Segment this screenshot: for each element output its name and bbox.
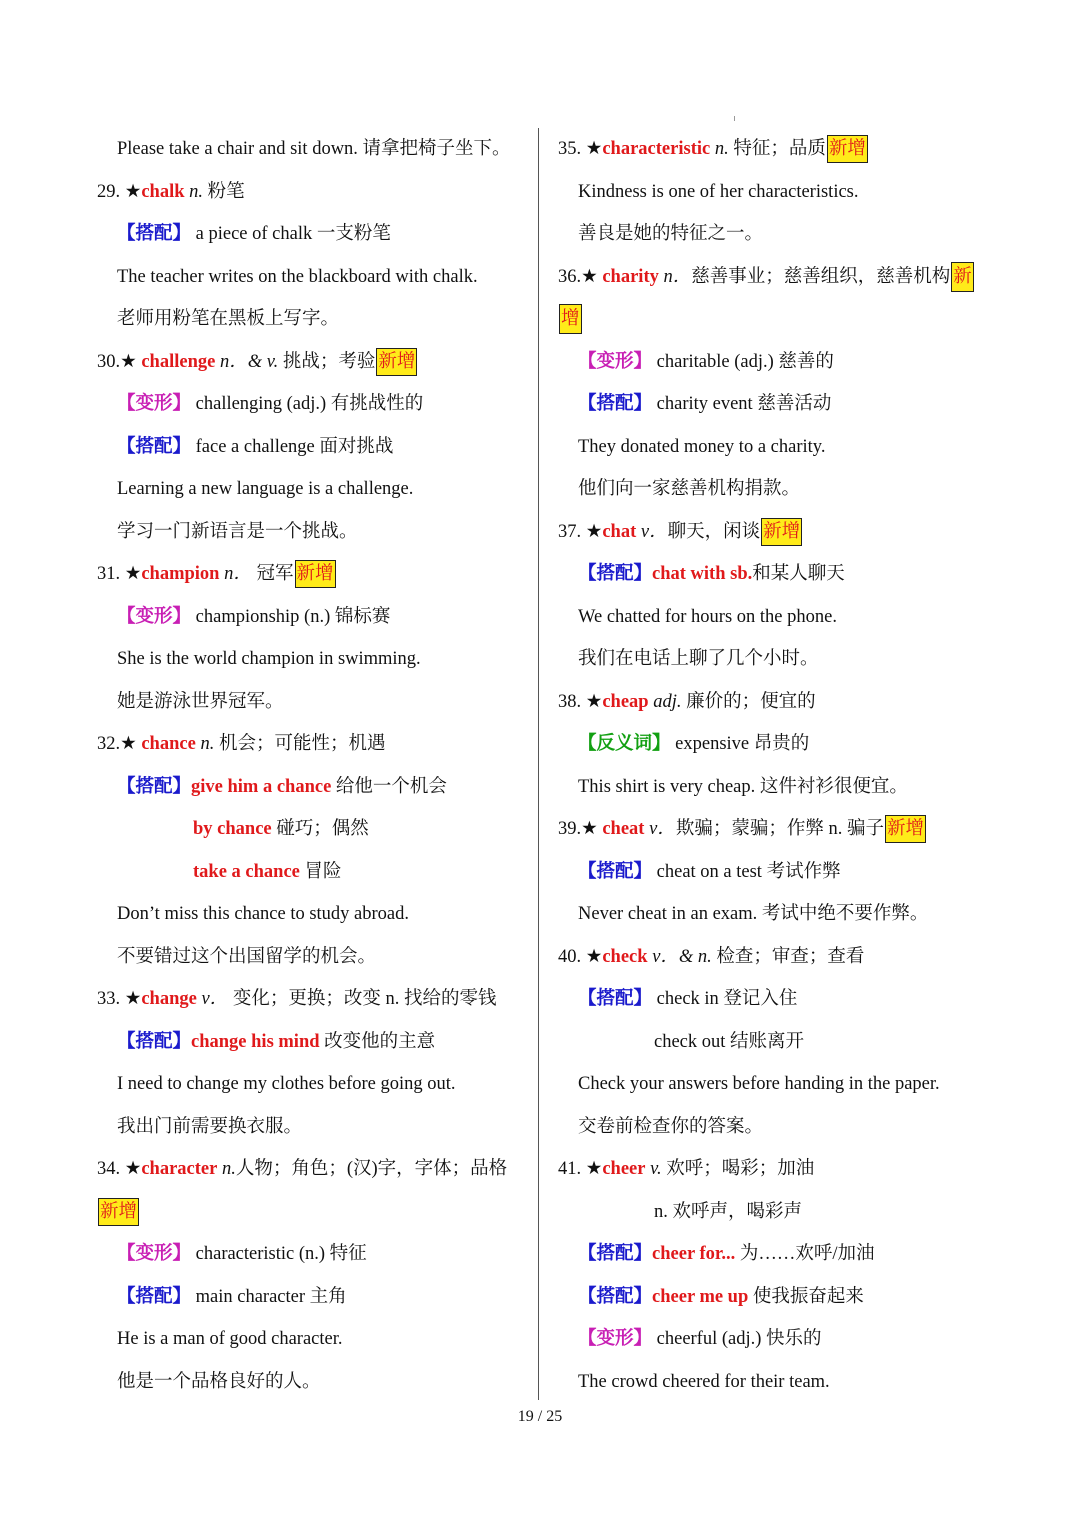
entry-40-header	[558, 936, 998, 979]
collocation-meaning: 使我振奋起来	[748, 1286, 864, 1307]
collocation-line	[558, 851, 998, 894]
example-sentence: I need to change my clothes before going out.	[117, 1074, 456, 1094]
collocation-text: main character 主角	[191, 1286, 347, 1307]
variant-text: challenging (adj.) 有挑战性的	[191, 394, 424, 414]
variant-tag: 【变形】	[117, 1244, 192, 1264]
collocation-meaning: 冒险	[299, 861, 342, 882]
collocation-tag: 【搭配】	[578, 394, 653, 414]
collocation-tag: 【搭配】	[578, 1286, 653, 1307]
star-icon: ★	[124, 1159, 142, 1179]
example-translation: 他们向一家慈善机构捐款。	[578, 479, 801, 499]
entry-number: 41.	[558, 1159, 586, 1179]
left-column	[97, 128, 527, 1403]
definition: 聊天，闲谈	[667, 521, 761, 542]
part-of-speech: v．	[636, 521, 668, 542]
example-translation: 他是一个品格良好的人。	[117, 1371, 321, 1392]
collocation-meaning: 为……欢呼/加油	[735, 1244, 875, 1264]
collocation-line	[558, 383, 998, 426]
collocation-line	[97, 1021, 527, 1064]
definition: 欺骗；蒙骗；作弊 n. 骗子	[675, 819, 884, 839]
collocation-text: cheat on a test 考试作弊	[652, 861, 841, 882]
variant-text: charitable (adj.) 慈善的	[652, 351, 834, 372]
collocation-phrase: cheer for...	[652, 1244, 736, 1264]
part-of-speech: n．	[219, 564, 252, 584]
example-sentence: He is a man of good character.	[117, 1329, 343, 1349]
collocation-tag: 【搭配】	[117, 436, 192, 457]
definition: 冠军	[251, 564, 294, 584]
star-icon: ★	[120, 351, 142, 372]
entry-number: 35.	[558, 139, 586, 159]
collocation-tag: 【搭配】	[117, 776, 192, 797]
new-badge: 新增	[295, 560, 336, 588]
star-icon: ★	[585, 139, 603, 159]
star-icon: ★	[581, 819, 603, 839]
example-translation: 老师用粉笔在黑板上写字。	[117, 309, 340, 329]
entry-38-header	[558, 681, 998, 724]
collocation-phrase: take a chance	[193, 861, 300, 882]
headword: change	[141, 989, 197, 1009]
example-sentence: They donated money to a charity.	[578, 436, 826, 457]
collocation-line	[97, 1276, 527, 1319]
example-translation: 她是游泳世界冠军。	[117, 691, 284, 712]
part-of-speech: v．& n.	[647, 946, 712, 967]
collocation-line	[558, 553, 998, 596]
collocation-phrase: cheer me up	[652, 1286, 749, 1307]
star-icon: ★	[585, 521, 603, 542]
antonym-text: expensive 昂贵的	[670, 734, 810, 754]
example-sentence: Kindness is one of her characteristics.	[578, 181, 859, 202]
headword: cheat	[602, 819, 645, 839]
variant-line	[558, 341, 998, 384]
part-of-speech: adj.	[648, 691, 682, 712]
definition: 特征；品质	[728, 139, 826, 159]
example-sentence: Learning a new language is a challenge.	[117, 479, 414, 499]
entry-number: 29.	[97, 181, 125, 202]
entry-number: 40.	[558, 946, 586, 967]
new-badge: 新增	[761, 518, 802, 546]
definition: 挑战；考验	[278, 351, 376, 372]
collocation-tag: 【搭配】	[117, 1286, 192, 1307]
new-badge: 新	[951, 262, 974, 292]
entry-number: 32.	[97, 734, 121, 754]
definition: 廉价的；便宜的	[681, 691, 816, 712]
entry-36-header	[558, 256, 998, 299]
collocation-line	[558, 1276, 998, 1319]
collocation-meaning: 和某人聊天	[752, 564, 845, 584]
new-badge: 新增	[827, 135, 868, 163]
entry-37-header	[558, 511, 998, 554]
entry-number: 34.	[97, 1159, 125, 1179]
entry-39-header	[558, 808, 998, 851]
example-translation: 善良是她的特征之一。	[578, 224, 764, 244]
noun-definition: n. 欢呼声，喝彩声	[654, 1201, 803, 1222]
collocation-line	[97, 213, 527, 256]
part-of-speech: n．	[658, 266, 692, 287]
new-badge: 新增	[98, 1198, 139, 1226]
collocation-tag: 【搭配】	[578, 861, 653, 882]
example-sentence: This shirt is very cheap. 这件衬衫很便宜。	[578, 776, 908, 797]
entry-number: 30.	[97, 351, 121, 372]
variant-tag: 【变形】	[578, 351, 653, 372]
part-of-speech: v．	[644, 819, 676, 839]
right-column	[558, 128, 998, 1403]
star-icon: ★	[585, 691, 603, 712]
collocation-text: a piece of chalk 一支粉笔	[191, 224, 391, 244]
collocation-tag: 【搭配】	[117, 224, 192, 244]
collocation-text: charity event 慈善活动	[652, 394, 832, 414]
star-icon: ★	[120, 734, 142, 754]
star-icon: ★	[585, 946, 603, 967]
new-badge: 增	[559, 304, 582, 334]
collocation-tag: 【搭配】	[117, 1031, 192, 1052]
variant-text: championship (n.) 锦标赛	[191, 606, 391, 627]
entry-33-header	[97, 978, 527, 1021]
example-sentence: She is the world champion in swimming.	[117, 649, 421, 669]
variant-tag: 【变形】	[117, 394, 192, 414]
entry-35-header	[558, 128, 998, 171]
page-number: 19 / 25	[517, 1408, 563, 1425]
example-sentence: We chatted for hours on the phone.	[578, 606, 837, 627]
entry-30-header	[97, 341, 527, 384]
part-of-speech: n.	[184, 181, 204, 202]
example-sentence: The crowd cheered for their team.	[578, 1371, 830, 1392]
collocation-phrase: by chance	[193, 819, 272, 839]
collocation-line	[97, 808, 527, 851]
collocation-meaning: 改变他的主意	[319, 1031, 436, 1052]
example-sentence: Never cheat in an exam. 考试中绝不要作弊。	[578, 904, 929, 924]
antonym-line	[558, 723, 998, 766]
headword: chalk	[141, 181, 185, 202]
definition: 粉笔	[203, 181, 245, 202]
definition: 检查；审查；查看	[711, 946, 865, 967]
headword: character	[141, 1159, 218, 1179]
example-translation: 我出门前需要换衣服。	[117, 1116, 303, 1137]
example-translation: 学习一门新语言是一个挑战。	[117, 521, 358, 542]
collocation-line	[558, 978, 998, 1021]
collocation-line	[97, 426, 527, 469]
part-of-speech: n.	[217, 1159, 236, 1179]
example-sentence: Don’t miss this chance to study abroad.	[117, 904, 410, 924]
definition: 变化；更换；改变 n. 找给的零钱	[228, 989, 497, 1009]
star-icon: ★	[581, 266, 603, 287]
example-translation: 我们在电话上聊了几个小时。	[578, 649, 819, 669]
definition: 机会；可能性；机遇	[214, 734, 386, 754]
collocation-line	[97, 851, 527, 894]
headword: charity	[602, 266, 659, 287]
antonym-tag: 【反义词】	[578, 734, 671, 754]
new-badge-line	[97, 1191, 527, 1234]
star-icon: ★	[124, 989, 142, 1009]
variant-text: characteristic (n.) 特征	[191, 1244, 367, 1264]
headword: cheap	[602, 691, 649, 712]
entry-number: 31.	[97, 564, 125, 584]
variant-line	[97, 596, 527, 639]
collocation-tag: 【搭配】	[578, 1244, 653, 1264]
definition: 欢呼；喝彩；加油	[661, 1159, 815, 1179]
variant-tag: 【变形】	[578, 1329, 653, 1349]
entry-number: 36.	[558, 266, 582, 287]
definition: 人物；角色；(汉)字，字体；品格	[235, 1159, 508, 1179]
headword: chat	[602, 521, 637, 542]
column-divider	[538, 128, 539, 1400]
headword: challenge	[141, 351, 216, 372]
entry-31-header	[97, 553, 527, 596]
page-tick-mark	[734, 116, 735, 121]
collocation-phrase: chat with sb.	[652, 564, 753, 584]
part-of-speech: n.	[195, 734, 215, 754]
entry-41-header	[558, 1148, 998, 1191]
variant-line	[97, 383, 527, 426]
headword: champion	[141, 564, 220, 584]
entry-number: 39.	[558, 819, 582, 839]
example-sentence: Please take a chair and sit down. 请拿把椅子坐下。	[117, 139, 511, 159]
headword: check	[602, 946, 648, 967]
example-sentence: The teacher writes on the blackboard with chalk.	[117, 266, 478, 287]
collocation-text: check in 登记入住	[652, 989, 798, 1009]
example-sentence: Check your answers before handing in the paper.	[578, 1074, 940, 1094]
collocation-meaning: 碰巧；偶然	[271, 819, 369, 839]
variant-line	[558, 1318, 998, 1361]
entry-29-header	[97, 171, 527, 214]
variant-text: cheerful (adj.) 快乐的	[652, 1329, 822, 1349]
new-badge-line	[558, 298, 998, 341]
new-badge: 新增	[885, 815, 926, 843]
headword: chance	[141, 734, 196, 754]
collocation-phrase: give him a chance	[191, 776, 332, 797]
part-of-speech: v．	[196, 989, 229, 1009]
part-of-speech: n.	[710, 139, 729, 159]
entry-number: 33.	[97, 989, 125, 1009]
collocation-phrase: change his mind	[191, 1031, 320, 1052]
headword: characteristic	[602, 139, 711, 159]
collocation-tag: 【搭配】	[578, 989, 653, 1009]
star-icon: ★	[124, 181, 142, 202]
collocation-line	[97, 766, 527, 809]
variant-line	[97, 1233, 527, 1276]
entry-32-header	[97, 723, 527, 766]
example-translation: 不要错过这个出国留学的机会。	[117, 946, 377, 967]
part-of-speech: v.	[645, 1159, 662, 1179]
entry-34-header	[97, 1148, 527, 1191]
collocation-meaning: 给他一个机会	[331, 776, 447, 797]
entry-number: 38.	[558, 691, 586, 712]
collocation-line	[558, 1233, 998, 1276]
collocation-text: face a challenge 面对挑战	[191, 436, 394, 457]
star-icon: ★	[585, 1159, 603, 1179]
collocation-line: check out 结账离开	[654, 1031, 805, 1052]
collocation-tag: 【搭配】	[578, 564, 653, 584]
part-of-speech: n．& v.	[215, 351, 279, 372]
variant-tag: 【变形】	[117, 606, 192, 627]
star-icon: ★	[124, 564, 142, 584]
new-badge: 新增	[376, 348, 417, 376]
definition: 慈善事业；慈善组织，慈善机构	[691, 266, 951, 287]
example-translation: 交卷前检查你的答案。	[578, 1116, 764, 1137]
entry-number: 37.	[558, 521, 586, 542]
headword: cheer	[602, 1159, 646, 1179]
